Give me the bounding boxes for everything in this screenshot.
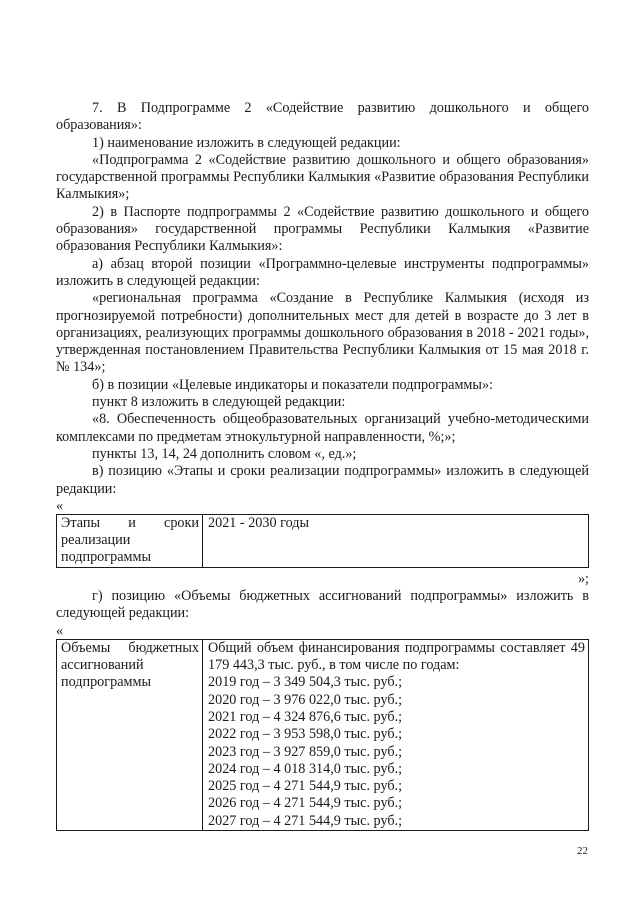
open-quote-1: « (56, 497, 64, 514)
stages-table (56, 514, 589, 568)
paragraph-regional-program: «региональная программа «Создание в Республике Калмыкия (исходя из прогнозируемой потребности) дополнительных мест для детей в возрасте до 3 лет в организациях, реализующих программы дошкольного образования в 2018 - 2021 годы», утвержденная постановлением Правительства Республики Калмыкия от 15 мая 2018 г. № 134»; (56, 290, 589, 376)
budget-label: Объемы бюджетных ассигнований подпрограммы (57, 639, 203, 830)
close-quote-1: »; (577, 570, 589, 587)
paragraph-point-8-text: «8. Обеспеченность общеобразовательных организаций учебно-методическими комплексами по предметам этнокультурной направленности, %;»; (56, 411, 589, 445)
budget-year-2026: 2026 год – 4 271 544,9 тыс. руб.; (208, 795, 403, 812)
budget-year-2023: 2023 год – 3 927 859,0 тыс. руб.; (208, 743, 403, 760)
stages-label: Этапы и сроки реализации подпрограммы (57, 514, 203, 567)
budget-year-2024: 2024 год – 4 018 314,0 тыс. руб.; (208, 760, 403, 777)
paragraph-g: г) позицию «Объемы бюджетных ассигнований подпрограммы» изложить в следующей редакции: (56, 588, 589, 622)
paragraph-subprogram-title: «Подпрограмма 2 «Содействие развитию дошкольного и общего образования» государственной программы Республики Калмыкия «Развитие образования Республики Калмыкия»; (56, 151, 589, 203)
paragraph-7: 7. В Подпрограмме 2 «Содействие развитию дошкольного и общего образования»: (56, 100, 589, 134)
budget-year-2021: 2021 год – 4 324 876,6 тыс. руб.; (208, 708, 403, 725)
paragraph-1-name: 1) наименование изложить в следующей редакции: (92, 134, 401, 151)
document-body (56, 100, 589, 831)
budget-year-2027: 2027 год – 4 271 544,9 тыс. руб.; (208, 812, 403, 829)
table-row (57, 639, 589, 830)
paragraph-points-13-14-24: пункты 13, 14, 24 дополнить словом «, ед.»; (92, 445, 357, 462)
budget-value (203, 639, 589, 830)
paragraph-v: в) позицию «Этапы и сроки реализации подпрограммы» изложить в следующей редакции: (56, 463, 589, 497)
paragraph-b: б) в позиции «Целевые индикаторы и показатели подпрограммы»: (92, 376, 493, 393)
budget-table (56, 639, 589, 831)
budget-year-2020: 2020 год – 3 976 022,0 тыс. руб.; (208, 691, 403, 708)
budget-total: Общий объем финансирования подпрограммы составляет 49 179 443,3 тыс. руб., в том числе по годам: (208, 639, 585, 674)
budget-year-2022: 2022 год – 3 953 598,0 тыс. руб.; (208, 726, 403, 743)
open-quote-2: « (56, 622, 64, 639)
page-number: 22 (577, 845, 588, 857)
table-row (57, 514, 589, 567)
paragraph-2-passport: 2) в Паспорте подпрограммы 2 «Содействие развитию дошкольного и общего образования» государственной программы Республики Калмыкия «Развитие образования Республики Калмыкия»: (56, 203, 589, 255)
paragraph-a: а) абзац второй позиции «Программно-целевые инструменты подпрограммы» изложить в следующей редакции: (56, 255, 589, 289)
budget-year-2025: 2025 год – 4 271 544,9 тыс. руб.; (208, 778, 403, 795)
budget-year-2019: 2019 год – 3 349 504,3 тыс. руб.; (208, 674, 403, 691)
stages-value: 2021 - 2030 годы (203, 514, 589, 567)
paragraph-point-8: пункт 8 изложить в следующей редакции: (92, 394, 346, 411)
